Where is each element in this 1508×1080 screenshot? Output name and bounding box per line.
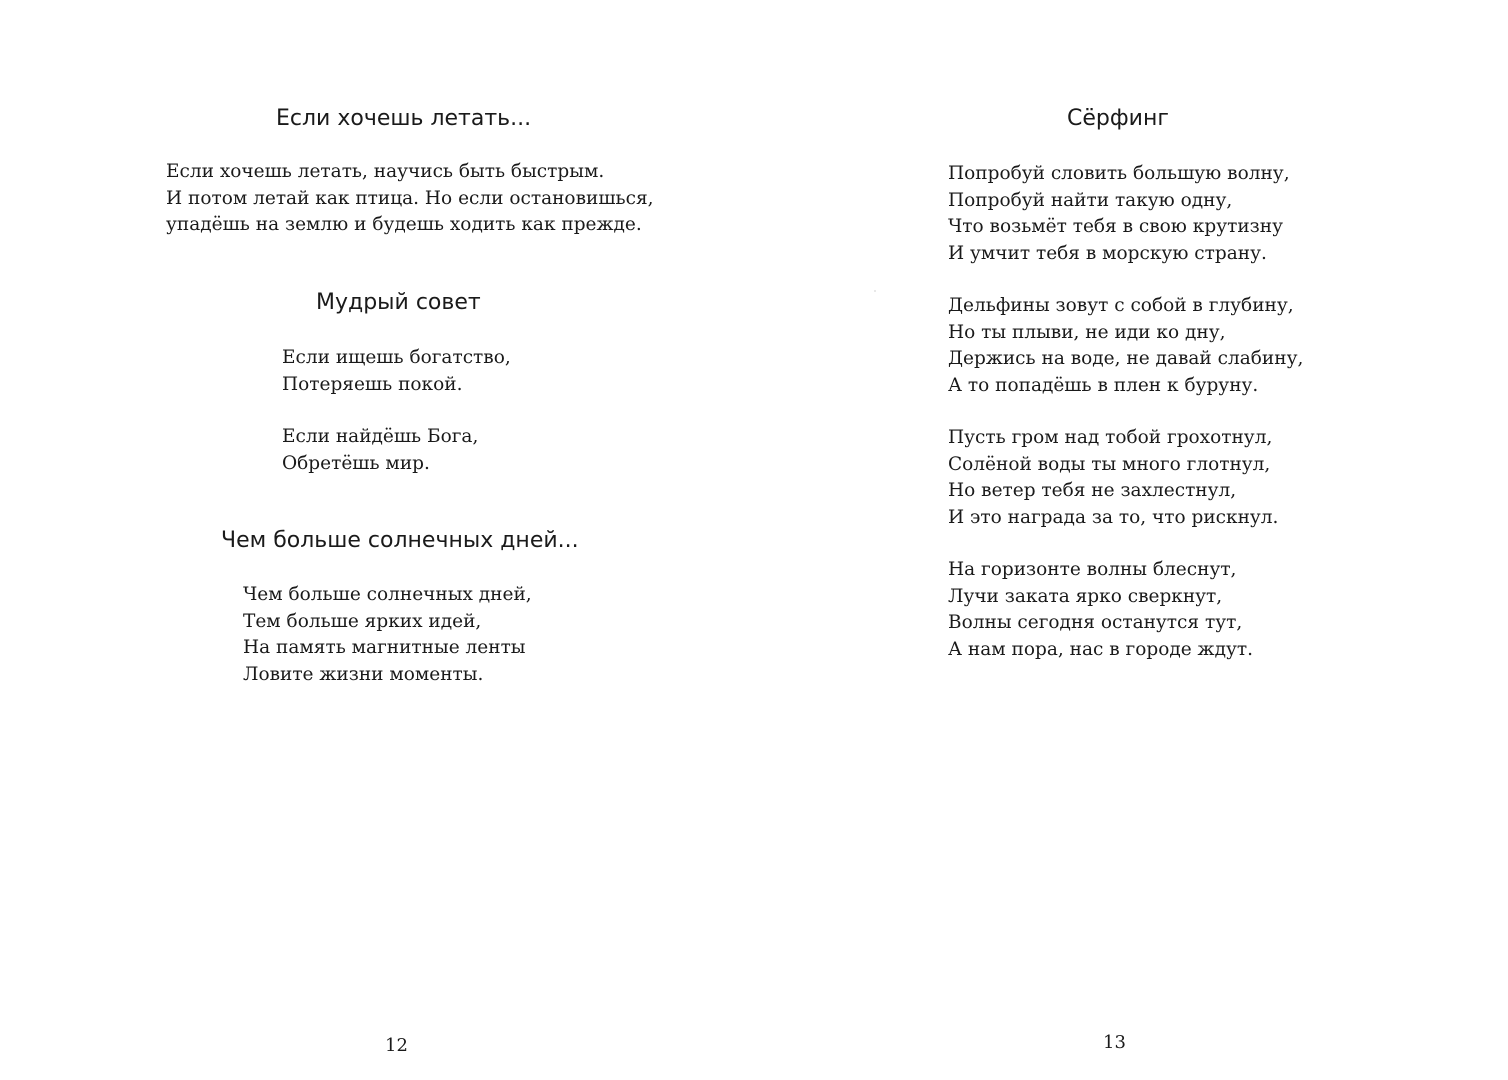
poem-body <box>166 159 654 239</box>
poem-line: Лучи заката ярко сверкнут, <box>948 585 1223 607</box>
poem-line: Пусть гром над тобой грохотнул, <box>948 427 1273 448</box>
poem-title: Мудрый совет <box>316 290 481 315</box>
poem-title: Сёрфинг <box>1067 106 1169 131</box>
poem-body <box>948 161 1303 663</box>
poem-line: Если ищешь богатство, <box>282 347 511 368</box>
poem-line: Но ты плыви, не иди ко дну, <box>948 321 1226 343</box>
poem-line: А то попадёшь в плен к буруну. <box>948 374 1259 396</box>
poem-line: На память магнитные ленты <box>243 637 526 658</box>
poem-line: Тем больше ярких идей, <box>243 610 482 632</box>
poem-line: Обретёшь мир. <box>282 452 430 474</box>
poem-line: А нам пора, нас в городе ждут. <box>948 638 1253 660</box>
stanza-break <box>948 531 1303 557</box>
poem-body <box>282 345 511 477</box>
poem-line: Дельфины зовут с собой в глубину, <box>948 295 1294 316</box>
poem-line: Потеряешь покой. <box>282 373 463 395</box>
poem-line: Ловите жизни моменты. <box>243 663 484 685</box>
poem-line: И умчит тебя в морскую страну. <box>948 242 1267 264</box>
poem-line: Если найдёшь Бога, <box>282 426 479 447</box>
poem-body <box>243 582 532 688</box>
right-page <box>754 0 1508 1080</box>
page-number: 12 <box>385 1035 408 1056</box>
poem-line: Попробуй словить большую волну, <box>948 163 1290 184</box>
poem-line: Волны сегодня останутся тут, <box>948 612 1243 633</box>
page-number: 13 <box>1103 1032 1126 1053</box>
poem-line: Чем больше солнечных дней, <box>243 584 532 605</box>
poem-line: Солёной воды ты много глотнул, <box>948 453 1271 475</box>
poem-line: Но ветер тебя не захлестнул, <box>948 480 1237 501</box>
stanza-break <box>948 399 1303 425</box>
poem-title: Если хочешь летать... <box>276 106 532 131</box>
poem-line: Что возьмёт тебя в свою крутизну <box>948 216 1283 237</box>
paper-speck <box>874 290 876 292</box>
poem-line: Если хочешь летать, научись быть быстрым. <box>166 161 605 182</box>
poem-line: Попробуй найти такую одну, <box>948 189 1233 211</box>
poem-line: Держись на воде, не давай слабину, <box>948 348 1304 369</box>
poem-line: И потом летай как птица. Но если остановишься, <box>166 187 654 209</box>
poem-line: На горизонте волны блеснут, <box>948 559 1237 580</box>
poem-title: Чем больше солнечных дней... <box>221 528 579 553</box>
stanza-break <box>948 267 1303 293</box>
poem-line: И это награда за то, что рискнул. <box>948 506 1279 528</box>
poem-line: упадёшь на землю и будешь ходить как прежде. <box>166 214 642 235</box>
stanza-break <box>282 398 511 424</box>
